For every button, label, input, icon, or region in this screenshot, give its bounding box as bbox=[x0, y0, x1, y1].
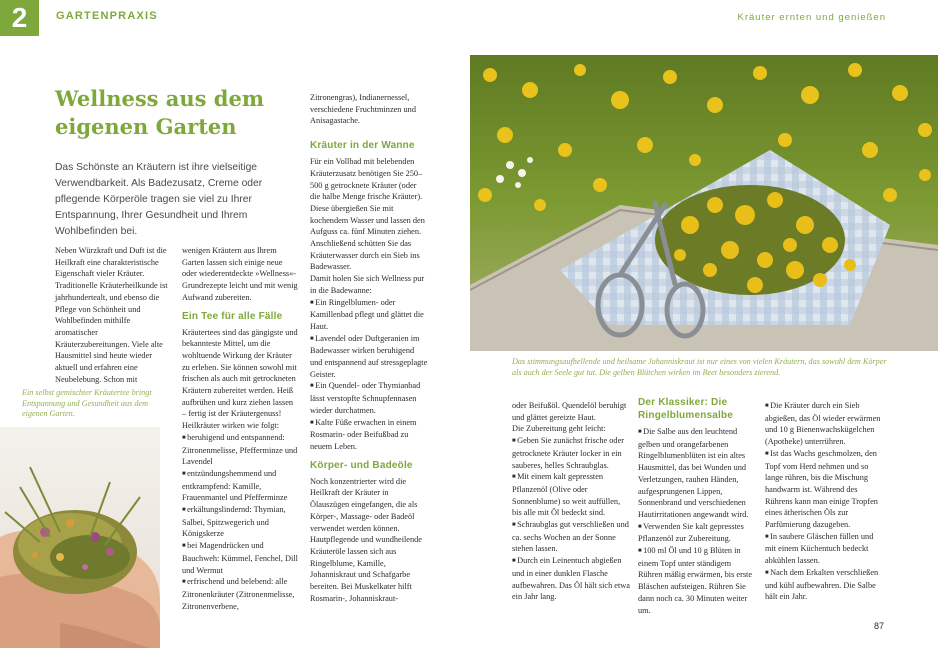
text-column-2 bbox=[182, 245, 299, 612]
photo-caption-right: Das stimmungsaufhellende und heilsame Johanniskraut ist nur eines von vielen Kräutern, das sowohl dem Körper als auch der Seele gut tut. Die gelben Blütchen wirken im Beet besonders zierend. bbox=[512, 357, 887, 377]
paragraph: oder Beifußöl. Quendelöl beruhigt und glättet gereizte Haut. bbox=[512, 401, 627, 422]
bullet-item: ■ Durch ein Leinentuch abgießen und in einer dunklen Flasche aufbewahren. Das Öl hält sich etwa ein Jahr lang. bbox=[512, 555, 630, 603]
bullet-item: ■ bei Magendrücken und Bauchweh: Kümmel, Fenchel, Dill und Wermut bbox=[182, 540, 299, 576]
text-column-4 bbox=[512, 400, 630, 603]
paragraph: Zitronengras), Indianernessel, verschiedene Fruchtminzen und Anisagastache. bbox=[310, 93, 416, 126]
text-column-6 bbox=[765, 400, 885, 603]
chapter-number-badge: 2 bbox=[0, 0, 39, 36]
bullet-item: ■ Ein Ringelblumen- oder Kamillenbad pflegt und glättet die Haut. bbox=[310, 297, 428, 333]
article-intro: Das Schönste an Kräutern ist ihre vielseitige Verwendbarkeit. Als Badezusatz, Creme oder pflegende Körperöle tragen sie viel zu Ihrer Entspannung, Ihrer Gesundheit und Ihrem Wohlbefinden bei. bbox=[55, 162, 263, 237]
st-johns-wort-photo bbox=[470, 55, 938, 351]
bullet-item: ■ Verwenden Sie kalt gepresstes Pflanzenöl zur Zubereitung. bbox=[638, 521, 756, 545]
bullet-item: ■ Die Kräuter durch ein Sieb abgießen, das Öl wieder erwärmen und 10 g Bienenwachskügelchen (Apotheke) unterrühren. bbox=[765, 400, 885, 448]
photo-caption-left: Ein selbst gemischter Kräutertee bringt Entspannung und Gesundheit aus dem eigenen Garten. bbox=[22, 388, 152, 418]
bullet-item: ■ Nach dem Erkalten verschließen und kühl aufbewahren. Die Salbe hält ein Jahr. bbox=[765, 567, 885, 603]
text-column-1 bbox=[55, 245, 173, 385]
bullet-item: ■ Schraubglas gut verschließen und ca. sechs Wochen an der Sonne stehen lassen. bbox=[512, 519, 630, 555]
bullet-item: ■ In saubere Gläschen füllen und mit einem Küchentuch bedeckt abkühlen lassen. bbox=[765, 531, 885, 567]
section-heading-salve: Der Klassiker: Die Ringelblumensalbe bbox=[638, 397, 734, 421]
bullet-item: ■ beruhigend und entspannend: Zitronenmelisse, Pfefferminze und Lavendel bbox=[182, 432, 299, 468]
section-heading-tea: Ein Tee für alle Fälle bbox=[182, 310, 283, 322]
article-title: Wellness aus dem eigenen Garten bbox=[55, 86, 265, 139]
page-number: 87 bbox=[873, 621, 884, 631]
bullet-item: ■ entzündungshemmend und entkrampfend: Kamille, Frauenmantel und Pfefferminze bbox=[182, 468, 299, 504]
paragraph: wenigen Kräutern aus Ihrem Garten lassen sich einige neue oder wiederentdeckte »Wellness«-Grundrezepte leicht und mit wenig Aufwand zubereiten. bbox=[182, 246, 298, 302]
bullet-item: ■ 100 ml Öl und 10 g Blüten in einem Topf unter ständigem Rühren mäßig erwärmen, bis erste Bläschen aufsteigen. Rühren Sie dann noch ca. 30 Minuten weiter um. bbox=[638, 545, 756, 616]
section-heading-bath: Kräuter in der Wanne bbox=[310, 140, 415, 152]
bullet-item: ■ Lavendel oder Duftgeranien im Badewasser wirken beruhigend und entspannend auf stressgeplagte Geister. bbox=[310, 333, 428, 381]
running-head: Kräuter ernten und genießen bbox=[737, 12, 886, 23]
bullet-item: ■ Ein Quendel- oder Thymianbad lässt verstopfte Schnupfennasen wieder durchatmen. bbox=[310, 380, 428, 416]
text-column-3 bbox=[310, 92, 428, 604]
bullet-item: ■ Kalte Füße erwachen in einem Rosmarin- oder Beifußbad zu neuem Leben. bbox=[310, 417, 428, 453]
bullet-item: ■ Die Salbe aus den leuchtend gelben und orangefarbenen Ringelblumenblüten ist ein altes Hausmittel, das bei Wunden und Verletzungen, rauhen Händen, aufgesprungenen Lippen, Sonnenbrand und verschiedenen Hautirritationen angewandt wird. bbox=[638, 426, 756, 521]
bullet-item: ■ Geben Sie zunächst frische oder getrocknete Kräuter locker in ein sauberes, helles Schraubglas. bbox=[512, 435, 630, 471]
paragraph: Kräutertees sind das gängigste und bekannteste Mittel, um die wohltuende Wirkung der Kräuter zu erleben. Sie können sowohl mit frischen als auch mit getrockneten Kräutern zubereitet werden. Heiß aufbrühen und kurz ziehen lassen – fertig ist der Kräutergenuss! Heilkräuter wirken wie folgt: bbox=[182, 327, 298, 431]
paragraph: Für ein Vollbad mit belebenden Kräuterzusatz benötigen Sie 250–500 g getrocknete Kräuter (oder die halbe Menge frische Kräuter). Diese übergießen Sie mit kochendem Wasser und lassen den Aufguss ca. fünf Minuten ziehen. Anschließend schütten Sie das Kräuterwasser durch ein Sieb ins Badewasser. bbox=[310, 157, 425, 272]
chapter-label: GARTENPRAXIS bbox=[56, 10, 158, 22]
text-column-5 bbox=[638, 396, 756, 616]
section-heading-oils: Körper- und Badeöle bbox=[310, 459, 413, 471]
paragraph: Noch konzentrierter wird die Heilkraft der Kräuter in Ölauszügen eingefangen, die als Körper-, Massage- oder Badeöl verwendet werden können. Hautpflegende und wundheilende Kräuteröle lassen sich aus Ringelblume, Kamille, Johanniskraut und Schafgarbe bereiten. Bei Muskelkater hilft Rosmarin-, Johanniskraut- bbox=[310, 476, 422, 603]
herb-tea-hands-photo bbox=[0, 427, 160, 648]
bullet-item: ■ erfrischend und belebend: alle Zitronenkräuter (Zitronenmelisse, Zitronenverbene, bbox=[182, 576, 299, 612]
bullet-item: ■ Ist das Wachs geschmolzen, den Topf vom Herd nehmen und so lange rühren, bis die Mischung handwarm ist. Während des Rührens kann man einige Tropfen eines ätherischen Öls zur Parfümierung dazugeben. bbox=[765, 448, 885, 531]
bullet-item: ■ erkältungslindernd: Thymian, Salbei, Spitzwegerich und Königskerze bbox=[182, 504, 299, 540]
paragraph: Neben Würzkraft und Duft ist die Heilkraft eine charakteristische Eigenschaft vieler Kräuter. Traditionelle Kräuterheilkunde ist jahrhundertealt, und ebenso die Pflege von Schönheit und Wohlbefinden mithilfe aromatischer Kräuterzubereitungen. Viele alte Hausmittel sind heute wieder aktuell und erfahren eine Neubelebung. Schon mit bbox=[55, 246, 168, 384]
paragraph: Damit holen Sie sich Wellness pur in die Badewanne: bbox=[310, 274, 425, 295]
paragraph: Die Zubereitung geht leicht: bbox=[512, 424, 606, 434]
bullet-item: ■ Mit einem kalt gepressten Pflanzenöl (Olive oder Sonnenblume) so weit auffüllen, bis alle mit Öl bedeckt sind. bbox=[512, 471, 630, 519]
